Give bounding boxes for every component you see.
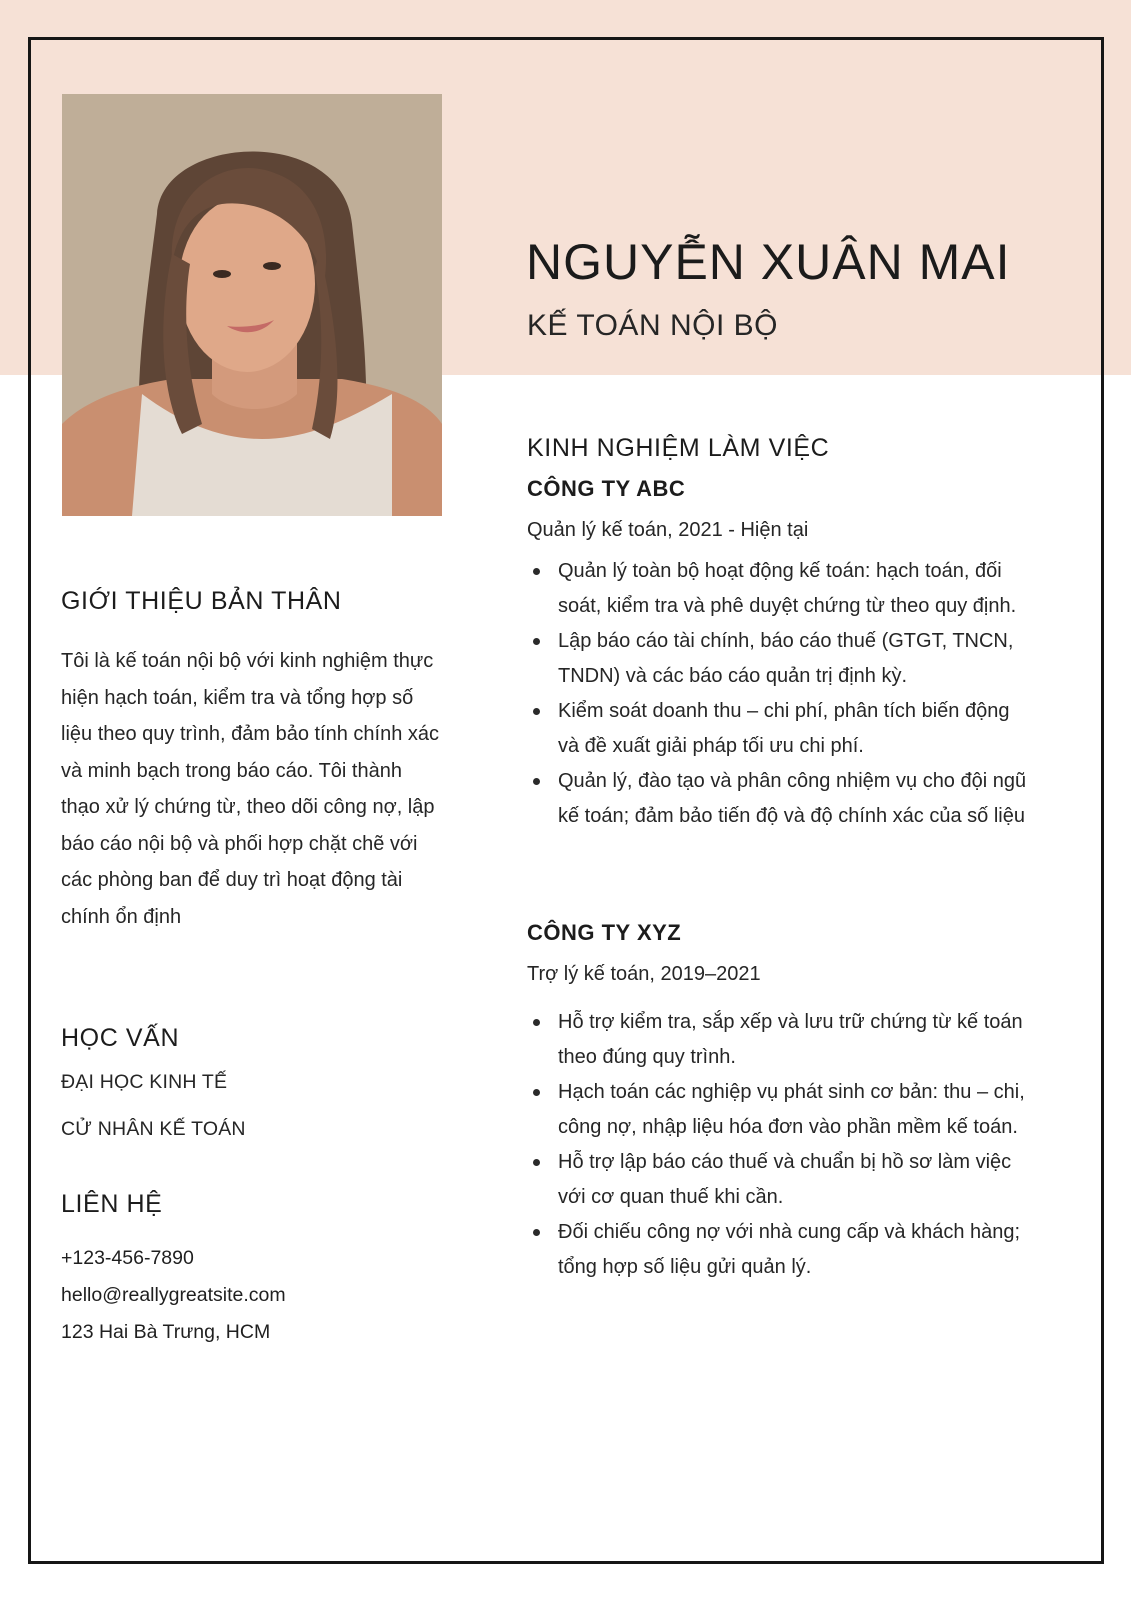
profile-photo bbox=[62, 94, 442, 516]
contact-phone: +123-456-7890 bbox=[61, 1247, 194, 1269]
list-item: Quản lý toàn bộ hoạt động kế toán: hạch toán, đối soát, kiểm tra và phê duyệt chứng từ theo quy định. bbox=[527, 554, 1027, 624]
job-bullet-list bbox=[527, 1005, 1027, 1285]
job-position: Trợ lý kế toán, 2019–2021 bbox=[527, 963, 761, 985]
portrait-icon bbox=[62, 94, 442, 516]
experience-heading: KINH NGHIỆM LÀM VIỆC bbox=[527, 434, 830, 462]
job-bullet-list bbox=[527, 554, 1027, 834]
job-position: Quản lý kế toán, 2021 - Hiện tại bbox=[527, 519, 809, 541]
about-text: Tôi là kế toán nội bộ với kinh nghiệm thực hiện hạch toán, kiểm tra và tổng hợp số liệu theo quy trình, đảm bảo tính chính xác và minh bạch trong báo cáo. Tôi thành thạo xử lý chứng từ, theo dõi công nợ, lập báo cáo nội bộ và phối hợp chặt chẽ với các phòng ban để duy trì hoạt động tài chính ổn định bbox=[61, 650, 440, 928]
list-item: Quản lý, đào tạo và phân công nhiệm vụ cho đội ngũ kế toán; đảm bảo tiến độ và độ chính xác của số liệu bbox=[527, 764, 1027, 834]
candidate-name: NGUYỄN XUÂN MAI bbox=[526, 234, 1011, 290]
contact-list bbox=[61, 1240, 446, 1351]
list-item: Kiểm soát doanh thu – chi phí, phân tích biến động và đề xuất giải pháp tối ưu chi phí. bbox=[527, 694, 1027, 764]
candidate-role: KẾ TOÁN NỘI BỘ bbox=[527, 309, 778, 342]
education-school: ĐẠI HỌC KINH TẾ bbox=[61, 1071, 228, 1093]
list-item: Hạch toán các nghiệp vụ phát sinh cơ bản: thu – chi, công nợ, nhập liệu hóa đơn vào phần mềm kế toán. bbox=[527, 1075, 1027, 1145]
about-heading: GIỚI THIỆU BẢN THÂN bbox=[61, 587, 342, 615]
list-item: Hỗ trợ kiểm tra, sắp xếp và lưu trữ chứng từ kế toán theo đúng quy trình. bbox=[527, 1005, 1027, 1075]
contact-heading: LIÊN HỆ bbox=[61, 1190, 163, 1218]
list-item: Hỗ trợ lập báo cáo thuế và chuẩn bị hồ sơ làm việc với cơ quan thuế khi cần. bbox=[527, 1145, 1027, 1215]
job-company: CÔNG TY ABC bbox=[527, 476, 686, 501]
education-heading: HỌC VẤN bbox=[61, 1024, 180, 1052]
job-company: CÔNG TY XYZ bbox=[527, 920, 682, 945]
contact-address: 123 Hai Bà Trưng, HCM bbox=[61, 1321, 271, 1343]
contact-email: hello@reallygreatsite.com bbox=[61, 1284, 286, 1306]
list-item: Lập báo cáo tài chính, báo cáo thuế (GTGT, TNCN, TNDN) và các báo cáo quản trị định kỳ. bbox=[527, 624, 1027, 694]
education-degree: CỬ NHÂN KẾ TOÁN bbox=[61, 1118, 246, 1140]
list-item: Đối chiếu công nợ với nhà cung cấp và khách hàng; tổng hợp số liệu gửi quản lý. bbox=[527, 1215, 1027, 1285]
